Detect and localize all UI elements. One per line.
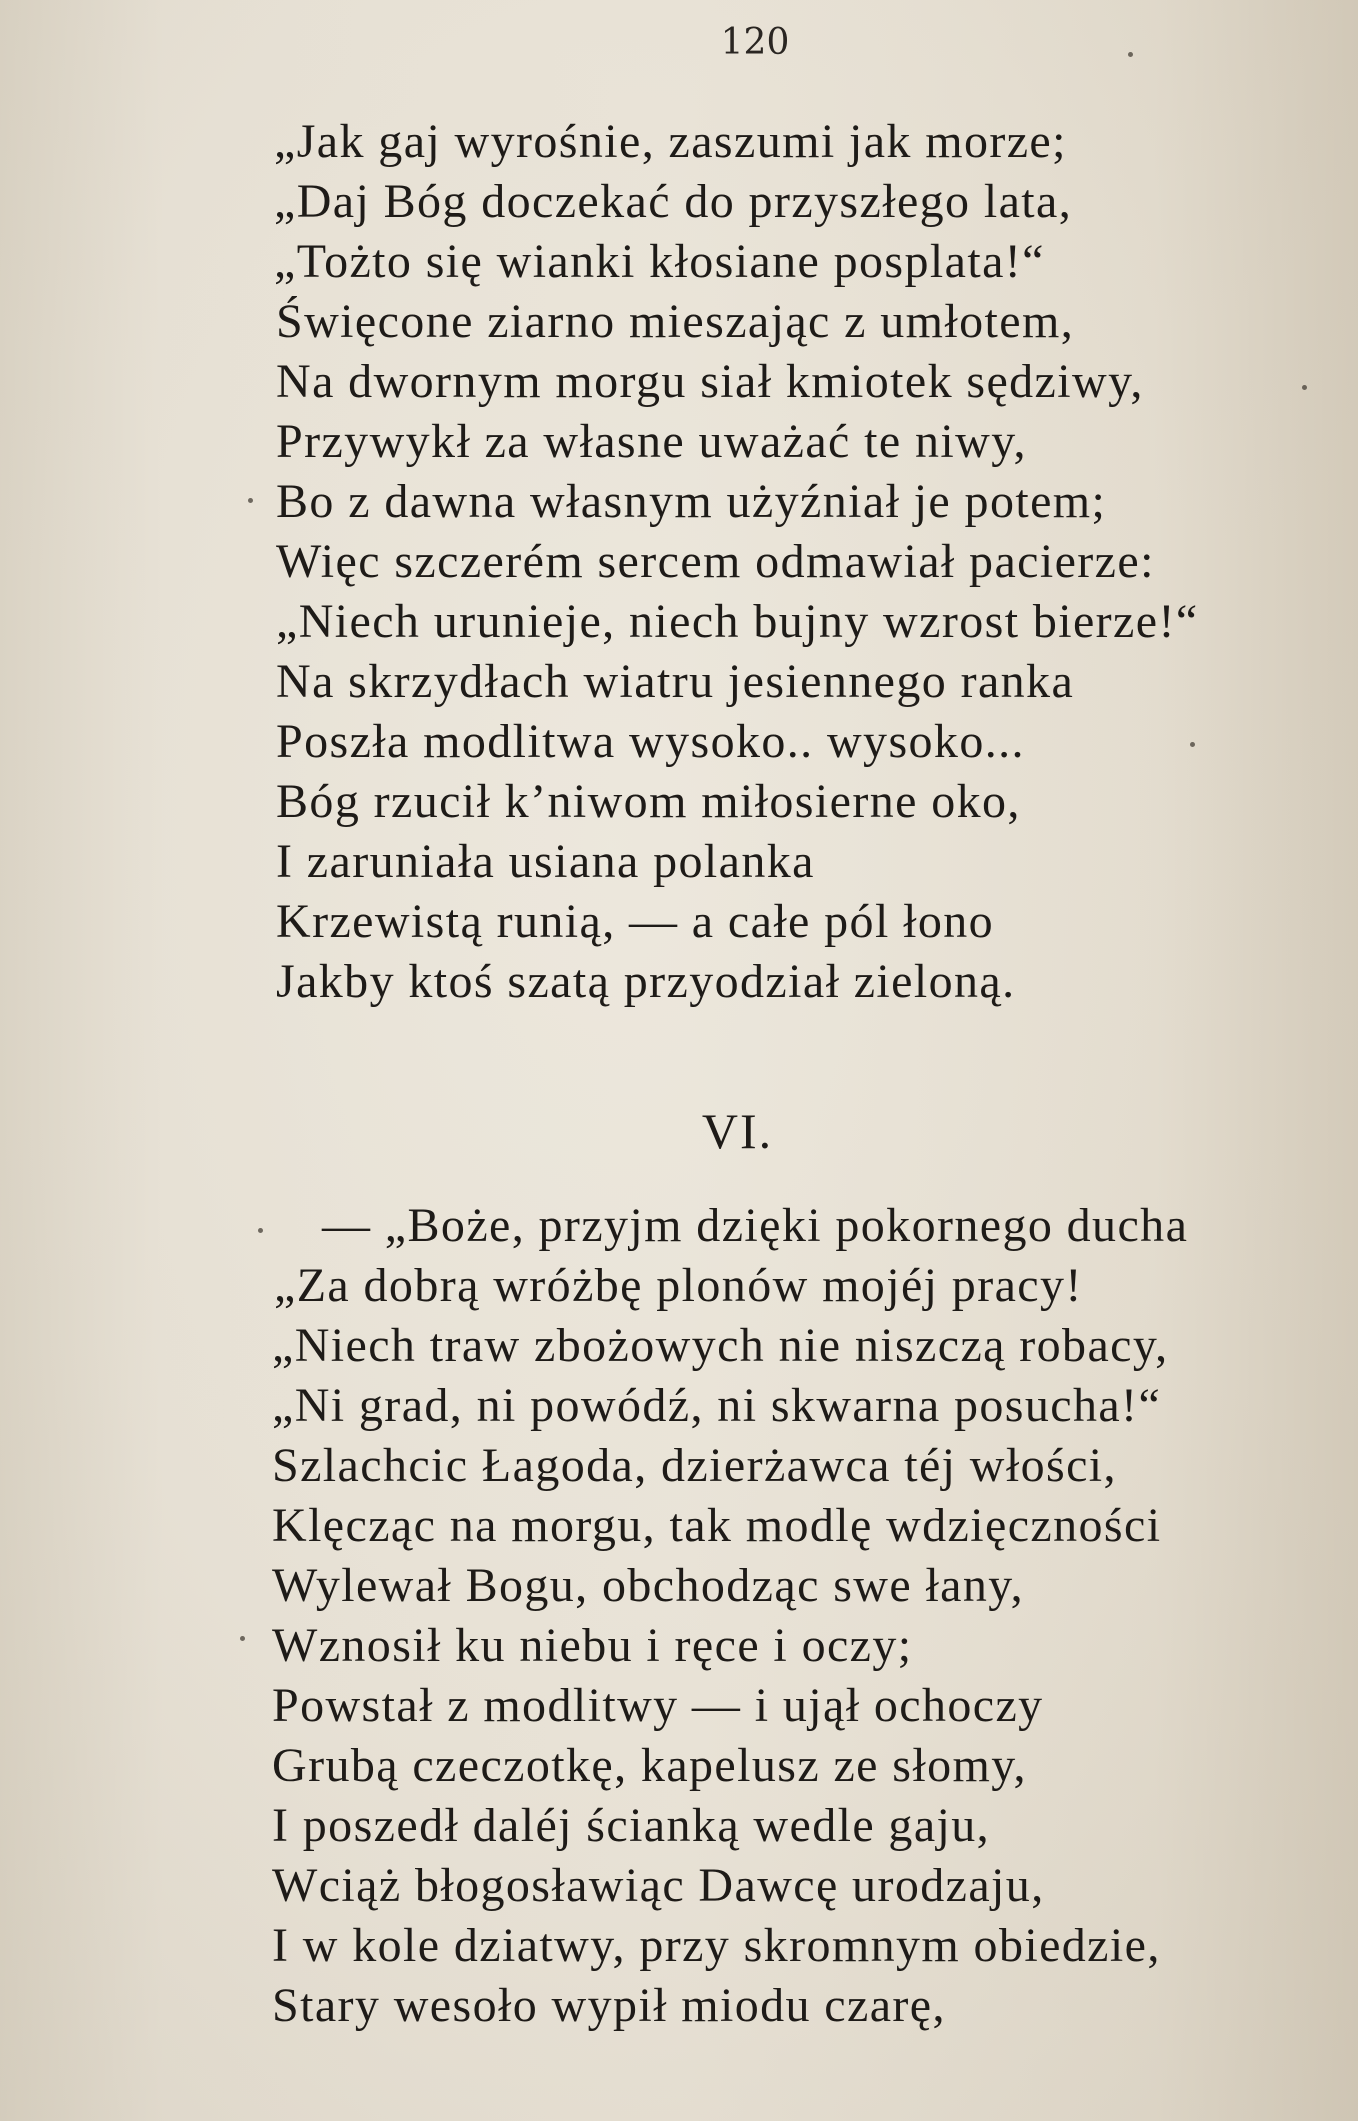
section-heading: VI. [701,1103,774,1159]
verse-line: Bo z dawna własnym użyźniał je potem; [276,475,1107,528]
verse-line: „Jak gaj wyrośnie, zaszumi jak morze; [274,115,1067,168]
ink-speck [1190,742,1195,747]
verse-line: I w kole dziatwy, przy skromnym obiedzie, [272,1919,1161,1972]
verse-line: — „Boże, przyjm dzięki pokornego ducha [322,1199,1189,1252]
ink-speck [248,498,253,503]
ink-speck [240,1636,245,1641]
verse-line: Więc szczerém sercem odmawiał pacierze: [276,535,1155,588]
verse-line: Klęcząc na morgu, tak modlę wdzięczności [272,1499,1162,1552]
verse-line: „Daj Bóg doczekać do przyszłego lata, [274,175,1073,228]
verse-line: Szlachcic Łagoda, dzierżawca téj włości, [272,1439,1117,1492]
verse-line: Poszła modlitwa wysoko.. wysoko... [276,715,1025,768]
verse-line: Powstał z modlitwy — i ujął ochoczy [272,1679,1044,1732]
verse-line: Bóg rzucił k’niwom miłosierne oko, [276,775,1021,828]
page-number: 120 [720,22,790,63]
verse-line: Wznosił ku niebu i ręce i oczy; [272,1619,913,1672]
ink-speck [1302,385,1307,390]
verse-line: Krzewistą runią, — a całe pól łono [276,895,995,948]
verse-line: „Niech traw zbożowych nie niszczą robacy, [272,1319,1169,1372]
verse-line: „Ni grad, ni powódź, ni skwarna posucha!“ [272,1379,1162,1432]
verse-line: Na skrzydłach wiatru jesiennego ranka [276,655,1075,708]
verse-line: Stary wesoło wypił miodu czarę, [272,1979,946,2032]
ink-speck [258,1228,263,1233]
ink-speck [1128,52,1133,57]
verse-line: „Tożto się wianki kłosiane posplata!“ [274,235,1045,288]
verse-line: I poszedł daléj ścianką wedle gaju, [272,1799,991,1852]
verse-line: Wciąż błogosławiąc Dawcę urodzaju, [272,1859,1045,1912]
verse-line: „Niech urunieje, niech bujny wzrost bierze!“ [276,595,1199,648]
verse-line: Wylewał Bogu, obchodząc swe łany, [272,1559,1024,1612]
verse-line: „Za dobrą wróżbę plonów mojéj pracy! [274,1259,1083,1312]
verse-line: Grubą czeczotkę, kapelusz ze słomy, [272,1739,1027,1792]
verse-line: Przywykł za własne uważać te niwy, [276,415,1027,468]
verse-line: Na dwornym morgu siał kmiotek sędziwy, [276,355,1144,408]
verse-line: I zaruniała usiana polanka [276,835,815,888]
verse-line: Święcone ziarno mieszając z umłotem, [276,295,1075,348]
verse-line: Jakby ktoś szatą przyodział zieloną. [276,955,1016,1008]
